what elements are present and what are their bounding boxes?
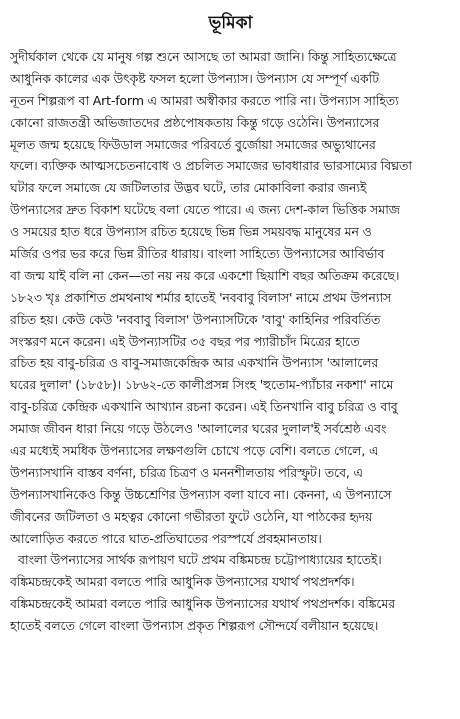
text-line: ও সময়ের হাত ধরে উপন্যাস রচিত হয়েছে ভিন্ন ভিন্ন সময়বদ্ধ মানুষের মন ও bbox=[10, 224, 372, 240]
text-line: হাতেই বলতে গেলে বাংলা উপন্যাস প্রকৃত শিল্পরূপ সৌন্দর্যে বলীয়ান হয়েছে। bbox=[10, 618, 379, 634]
text-line: জীবনের জটিলতা ও মহত্বর কোনো গভীরতা ফুটে ওঠেনি, যা পাঠকের হৃদয় bbox=[10, 508, 373, 524]
text-line: সমাজ জীবন ধারা নিয়ে গড়ে উঠলেও 'আলালের ঘরের দুলাল'ই সর্বশ্রেষ্ঠ এবং bbox=[10, 421, 387, 437]
text-line: রচিত হয় বাবু-চরিত্র ও বাবু-সমাজকেন্দ্রিক আর একখানি উপন্যাস 'আলালের bbox=[10, 355, 379, 371]
text-line: বাংলা উপন্যাসের সার্থক রূপায়ণ ঘটে প্রথম বঙ্কিমচন্দ্র চট্টোপাধ্যায়ের হাতেই। bbox=[18, 552, 382, 568]
text-line: উপন্যাসখানিকেও কিন্তু উচ্চশ্রেণির উপন্যাস বলা যাবে না। কেননা, এ উপন্যাসে bbox=[10, 486, 392, 502]
paragraph-1 bbox=[10, 46, 451, 549]
text-line: রচিত হয়। কেউ কেউ 'নববাবু বিলাস' উপন্যাসটিকে 'বাবু' কাহিনির পরিবর্তিত bbox=[10, 311, 381, 327]
text-line: মূলত জন্ম হয়েছে ফিউডাল সমাজের পরিবর্তে বুর্জোয়া সমাজের অভ্যুথানের bbox=[10, 136, 376, 152]
paragraph-2 bbox=[10, 549, 451, 637]
text-line: বঙ্কিমচন্দ্রকেই আমরা বলতে পারি আধুনিক উপন্যাসের যথার্থ পথপ্রদর্শক। বঙ্কিমের bbox=[10, 596, 395, 612]
text-line: ঘরের দুলাল' (১৮৫৮)। ১৮৬২-তে কালীপ্রসন্ন সিংহ 'হুতোম-প্যাঁচার নকশা' নামে bbox=[10, 377, 394, 393]
text-line: আলোড়িত করতে পারে ঘাত-প্রতিঘাতের পরস্পর্যে প্রবহমানতায়। bbox=[10, 530, 322, 546]
text-line: কোনো রাজতন্ত্রী অভিজাতদের প্রষ্ঠপোষকতায় কিন্তু গড়ে ওঠেনি। উপন্যাসের bbox=[10, 114, 380, 130]
page-title: ভূমিকা bbox=[208, 13, 253, 33]
text-line: উপন্যাসখানি বাস্তব বর্ণনা, চরিত্র চিত্রণ ও মননশীলতায় পরিস্ফুট। তবে, এ bbox=[10, 464, 363, 480]
text-line: বাবু-চরিত্র কেন্দ্রিক একখানি আখ্যান রচনা করেন। এই তিনখানি বাবু চরিত্র ও বাবু bbox=[10, 399, 398, 415]
text-line: সুদীর্ঘকাল থেকে যে মানুষ গল্প শুনে আসছে তা আমরা জানি। কিন্তু সাহিত্যক্ষেত্রে bbox=[10, 49, 397, 64]
text-line: ঘটার ফলে সমাজে যে জটিলতার উদ্ভব ঘটে, তার মোকাবিলা করার জন্যই bbox=[10, 180, 367, 196]
text-line: নূতন শিল্পরূপ বা Art-form এ আমরা অস্বীকার করতে পারি না। উপন্যাস সাহিত্য bbox=[10, 92, 399, 108]
text-line: বঙ্কিমচন্দ্রকেই আমরা বলতে পারি আধুনিক উপন্যাসের যথার্থ পথপ্রদর্শক। bbox=[10, 574, 355, 590]
text-line: ফলে। ব্যক্তিক আত্মসচেতনাবোধ ও প্রচলিত সমাজের ভাবধারার ভারসাম্যের বিঘ্নতা bbox=[10, 158, 412, 174]
text-line: এর মধ্যেই সমধিক উপন্যাসের লক্ষণগুলি চোখে পড়ে বেশি। বলতে গেলে, এ bbox=[10, 443, 379, 459]
text-line: বা জন্ম যাই বলি না কেন—তা নয় নয় করে একশো ছিয়াশি বছর অতিক্রম করেছে। bbox=[10, 267, 400, 283]
text-line: উপন্যাসের দ্রুত বিকাশ ঘটেছে বলা যেতে পারে। এ জন্য দেশ-কাল ভিত্তিক সমাজ bbox=[10, 202, 400, 218]
text-line: মর্জির ওপর ভর করে ভিন্ন রীতির ধারায়। বাংলা সাহিত্যে উপন্যাসের আবির্ভাব bbox=[10, 246, 385, 262]
text-line: সংস্করণ মনে করেন। এই উপন্যাসটির ৩৫ বছর পর প্যারীচাঁদ মিত্রের হাতে bbox=[10, 333, 360, 349]
text-line: আধুনিক কালের এক উৎকৃষ্ট ফসল হলো উপন্যাস। উপন্যাস যে সম্পূর্ণ একটি bbox=[10, 70, 379, 86]
text-line: ১৮২৩ খৃঃ প্রকাশিত প্রমথনাথ শর্মার হাতেই 'নববাবু বিলাস' নামে প্রথম উপন্যাস bbox=[10, 289, 392, 305]
